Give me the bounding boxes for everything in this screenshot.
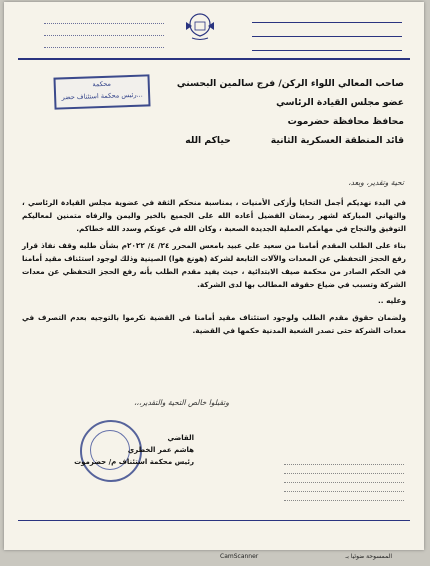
signatory-name: هاشم عمر الخطري (127, 446, 194, 454)
paragraph-greeting: في البدء نهديكم أجمل التحايا وأزكى الأمنيات ، بمناسبة منحكم الثقة في عضوية مجلس القيادة الرئاسي ، والتهاني المباركة لشهر رمضان الفضيل أعاده الله على الجميع بالخير واليمن والرفاه متمنين لمعاليكم التوفيق والنجاح في مهامكم العملية الجديدة الصعبة ، وكان الله في عونكم وسدد الله خطاكم. (22, 198, 406, 234)
copy-line (284, 483, 404, 492)
paragraph-therefore: وعليه .. (378, 296, 406, 306)
letterhead-block (252, 12, 402, 51)
reference-block (44, 14, 164, 50)
closing-line: وتقبلوا خالص التحية والتقدير،،، (134, 398, 229, 407)
addressee-block (154, 74, 404, 150)
reference-line (44, 14, 164, 24)
letter-page (4, 2, 424, 550)
attachments-line (44, 38, 164, 48)
addressee-role-1: عضو مجلس القيادة الرئاسي (276, 97, 404, 108)
addressee-role-2: محافظ محافظة حضرموت (287, 116, 404, 127)
date-line (44, 26, 164, 36)
signature-label: القاضي (167, 434, 194, 442)
letterhead-line (252, 26, 402, 37)
republic-emblem-icon (180, 10, 220, 42)
copy-line (284, 474, 404, 483)
copy-line (284, 456, 404, 465)
camscanner-caption: الممسوحة ضوئيا بـ (345, 553, 392, 560)
letterhead-line (252, 40, 402, 51)
paragraph-directive: ولضمان حقوق مقدم الطلب ولوجود استئناف مقيد أمامنا في القضية نكرموا بالتوجيه بعدم التصرف في معدات الشركة حتى تصدر الشعبة المدنية حكمها في القضية. (22, 312, 406, 335)
footer-divider (18, 520, 410, 521)
camscanner-label: CamScanner (220, 553, 259, 560)
header-divider (18, 58, 410, 60)
incoming-stamp: محكمة رئيس محكمة استئناف حضر... (53, 74, 150, 109)
copy-line (284, 492, 404, 501)
signature-block (44, 432, 194, 468)
addressee-role-3: قائد المنطقة العسكرية الثانيةحياكم الله (185, 135, 404, 146)
paragraph-request: بناء على الطلب المقدم أمامنا من سعيد علي عبيد بامعس المحرر ٢٤/ ٤/ ٢٠٢٢م بشأن طلبه وقف نفاذ قرار رفع الحجز التحفظي عن المعدات والآلات التابعة لشركة (هونغ هوا) الصينية وذلك لوجود استئناف مقيد أمامنا في الحكم الصادر من محكمة صيف الابتدائية ، حيث يفيد مقدم الطلب بأنه رفع الحجز التحفظي عن معدات الشركة وتسبب في ضياع حقوقه المطالب بها لدى الشركة. (22, 240, 406, 290)
letterhead-line (252, 12, 402, 23)
copy-line (284, 465, 404, 474)
letter-body (22, 196, 406, 340)
signatory-position: رئيس محكمة استئناف م/ حضرموت (74, 458, 194, 466)
salutation: تحية وتقدير، وبعد، (348, 178, 404, 187)
copies-block (284, 456, 404, 501)
addressee-name: صاحب المعالي اللواء الركن/ فرج سالمين البحسني (176, 78, 404, 89)
